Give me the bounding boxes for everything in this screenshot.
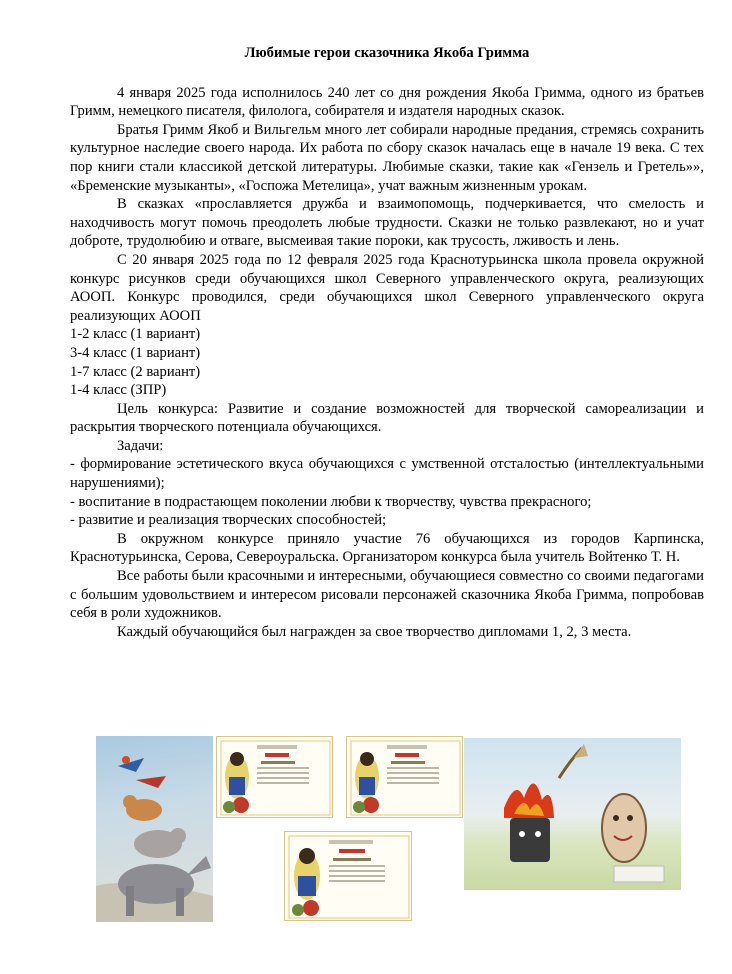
paragraph: В окружном конкурсе приняло участие 76 обучающихся из городов Карпинска, Краснотурьинска, Серова, Североуральска. Организатором конкурса была учитель Войтенко Т. Н. [70, 530, 704, 566]
paragraph: 3-4 класс (1 вариант) [70, 344, 201, 361]
paragraph: - формирование эстетического вкуса обучающихся с умственной отсталостью (интеллектуальными нарушениями); [70, 456, 704, 492]
bremen-musicians-drawing [96, 736, 213, 922]
paragraph: 4 января 2025 года исполнилось 240 лет со дня рождения Якоба Гримма, одного из братьев Гримм, немецкого писателя, филолога, собирателя и издателя народных сказок. [70, 84, 704, 120]
paragraph: Каждый обучающийся был награжден за свое творчество дипломами 1, 2, 3 места. [117, 623, 632, 640]
document-body [70, 84, 704, 642]
paragraph: 1-2 класс (1 вариант) [70, 326, 201, 343]
photo-collage [96, 736, 681, 922]
paragraph: В сказках «прославляется дружба и взаимопомощь, подчеркивается, что смелость и находчивость могут помочь преодолеть любые трудности. Сказки не только развлекают, но и учат доброте, трудолюбию и отваге, высмеивая такие пороки, как трусость, лживость и лень. [70, 196, 704, 250]
diploma-image [346, 736, 463, 818]
paragraph: - развитие и реализация творческих способностей; [70, 512, 387, 529]
paragraph: 1-4 класс (ЗПР) [70, 382, 167, 399]
document-page [70, 44, 704, 641]
paragraph: Братья Гримм Якоб и Вильгельм много лет собирали народные предания, стремясь сохранить культурное наследие своего народа. Их работа по сбору сказок началась еще в начале 19 века. С тех пор книги стали классикой детской литературы. Любимые сказки, такие как «Гензель и Гретель»», «Бременские музыканты», «Госпожа Метелица», учат важным жизненным урокам. [70, 121, 704, 194]
paragraph: Цель конкурса: Развитие и создание возможностей для творческой самореализации и раскрытия творческого потенциала обучающихся. [70, 400, 704, 436]
paragraph: С 20 января 2025 года по 12 февраля 2025 года Краснотурьинска школа провела окружной конкурс рисунков среди обучающихся школ Северного управленческого округа, реализующих АООП. Конкурс проводился, среди обучающихся школ Северного управленческого округа реализующих АООП [70, 251, 704, 324]
paragraph: - воспитание в подрастающем поколении любви к творчеству, чувства прекрасного; [70, 493, 592, 510]
paragraph: Все работы были красочными и интересными, обучающиеся совместно со своими педагогами с большим удовольствием и интересом рисовали персонажей сказочника Якоба Гримма, попробовав себя в роли художников. [70, 568, 704, 622]
document-title: Любимые герои сказочника Якоба Гримма [244, 45, 530, 61]
fire-and-bean-drawing [464, 738, 681, 890]
paragraph: Задачи: [117, 437, 164, 454]
diploma-image [284, 831, 412, 921]
paragraph: 1-7 класс (2 вариант) [70, 363, 201, 380]
diploma-image [216, 736, 333, 818]
